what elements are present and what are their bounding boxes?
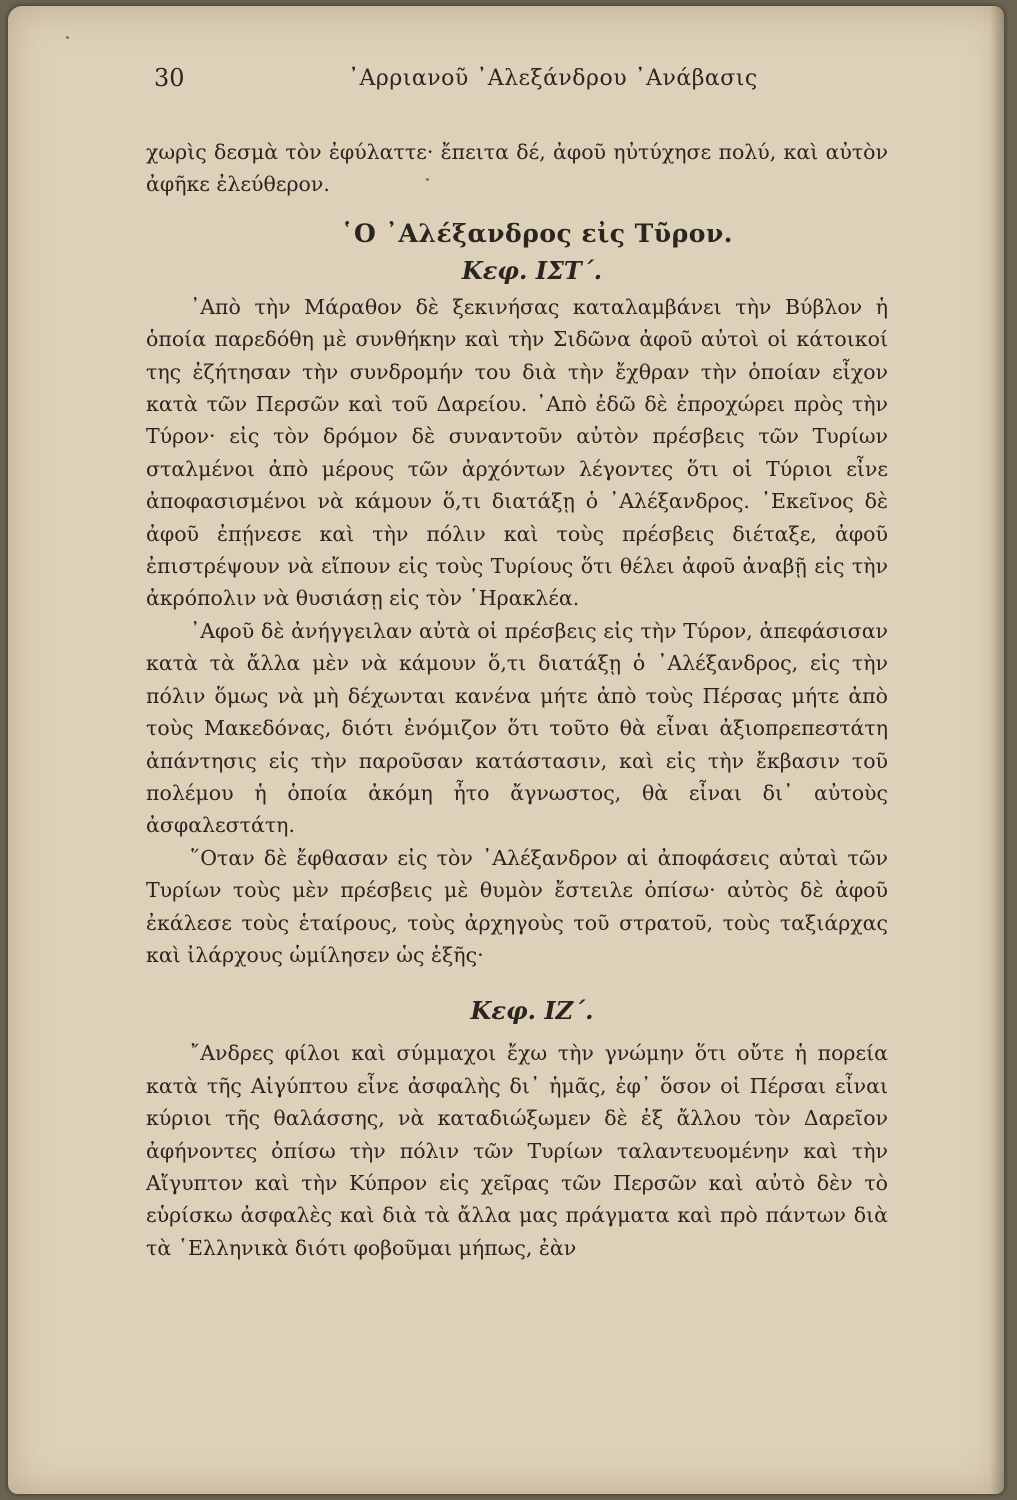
- chapter-heading-16: Κεφ. ΙΣΤ΄.: [461, 255, 603, 285]
- paper-speck: [66, 36, 69, 39]
- paragraph-4: ῎Ανδρες φίλοι καὶ σύμμαχοι ἔχω τὴν γνώμην ὅτι οὔτε ἡ πορεία κατὰ τῆς Αἰγύπτου εἶνε ἀσφαλὴς δι᾿ ἡμᾶς, ἐφ᾿ ὅσον οἱ Πέρσαι εἶναι κύριοι τῆς θαλάσσης, νὰ καταδιώξωμεν δὲ ἐξ ἄλλου τὸν Δαρεῖον ἀφήνοντες ὀπίσω τὴν πόλιν τῶν Τυρίων ταλαντευομένην καὶ τὴν Αἴγυπτον καὶ τὴν Κύπρον εἰς χεῖρας τῶν Περσῶν καὶ αὐτὸ δὲν τὸ εὑρίσκω ἀσφαλὲς καὶ διὰ τὰ ἄλλα μας πράγματα καὶ πρὸ πάντων διὰ τὰ ῾Ελληνικὰ διότι φοβοῦμαι μήπως, ἐὰν: [146, 1041, 888, 1260]
- paragraph-1: ᾿Απὸ τὴν Μάραθον δὲ ξεκινήσας καταλαμβάνει τὴν Βύβλον ἡ ὁποία παρεδόθη μὲ συνθήκην καὶ τὴν Σιδῶνα ἀφοῦ αὐτοὶ οἱ κάτοικοί της ἐζήτησαν τὴν συνδρομήν του διὰ τὴν ἔχθραν τὴν ὁποίαν εἶχον κατὰ τῶν Περσῶν καὶ τοῦ Δαρείου. ᾿Απὸ ἐδῶ δὲ ἐπροχώρει πρὸς τὴν Τύρον· εἰς τὸν δρόμον δὲ συναντοῦν αὐτὸν πρέσβεις τῶν Τυρίων σταλμένοι ἀπὸ μέρους τῶν ἀρχόντων λέγοντες ὅτι οἱ Τύριοι εἶνε ἀποφασισμένοι νὰ κάμουν ὅ,τι διατάξῃ ὁ ᾿Αλέξανδρος. ᾿Εκεῖνος δὲ ἀφοῦ ἐπῄνεσε καὶ τὴν πόλιν καὶ τοὺς πρέσβεις διέταξε, ἀφοῦ ἐπιστρέψουν νὰ εἴπουν εἰς τοὺς Τυρίους ὅτι θέλει ἀφοῦ ἀναβῇ εἰς τὴν ἀκρόπολιν νὰ θυσιάσῃ εἰς τὸν ῾Ηρακλέα.: [146, 294, 888, 611]
- running-head: [8, 64, 1004, 94]
- section-title: ῾Ο ᾿Αλέξανδρος εἰς Τῦρον.: [341, 218, 733, 248]
- paragraph-2: ᾿Αφοῦ δὲ ἀνήγγειλαν αὐτὰ οἱ πρέσβεις εἰς τὴν Τύρον, ἀπεφάσισαν κατὰ τὰ ἄλλα μὲν νὰ κάμουν ὅ,τι διατάξῃ ὁ ᾿Αλέξανδρος, εἰς τὴν πόλιν ὅμως νὰ μὴ δέχωνται κανένα μήτε ἀπὸ τοὺς Πέρσας μήτε ἀπὸ τοὺς Μακεδόνας, διότι ἐνόμιζον ὅτι τοῦτο θὰ εἶναι ἀξιοπρεπεστάτη ἀπάντησις εἰς τὴν παροῦσαν κατάστασιν, καὶ εἰς τὴν ἔκβασιν τοῦ πολέμου ἡ ὁποία ἀκόμη ἦτο ἄγνωστος, θὰ εἶναι δι᾿ αὐτοὺς ἀσφαλεστάτη.: [146, 618, 888, 838]
- paper-speck: [426, 178, 429, 181]
- running-title: ᾿Αρριανοῦ ᾿Αλεξάνδρου ᾿Ανάβασις: [348, 66, 758, 91]
- paragraph-3: ῞Οταν δὲ ἔφθασαν εἰς τὸν ᾿Αλέξανδρον αἱ ἀποφάσεις αὐταὶ τῶν Τυρίων τοὺς μὲν πρέσβεις μὲ θυμὸν ἔστειλε ὀπίσω· αὐτὸς δὲ ἀφοῦ ἐκάλεσε τοὺς ἑταίρους, τοὺς ἀρχηγοὺς τοῦ στρατοῦ, τοὺς ταξιάρχας καὶ ἰλάρχους ὡμίλησεν ὡς ἑξῆς·: [146, 845, 888, 967]
- continuation-paragraph: χωρὶς δεσμὰ τὸν ἐφύλαττε· ἔπειτα δέ, ἀφοῦ ηὐτύχησε πολύ, καὶ αὐτὸν ἀφῆκε ἐλεύθερον.: [146, 140, 888, 197]
- body-text: [146, 136, 888, 1264]
- chapter-heading-17: Κεφ. ΙΖ΄.: [470, 996, 594, 1026]
- book-page: [8, 6, 1004, 1494]
- page-number: 30: [154, 64, 185, 92]
